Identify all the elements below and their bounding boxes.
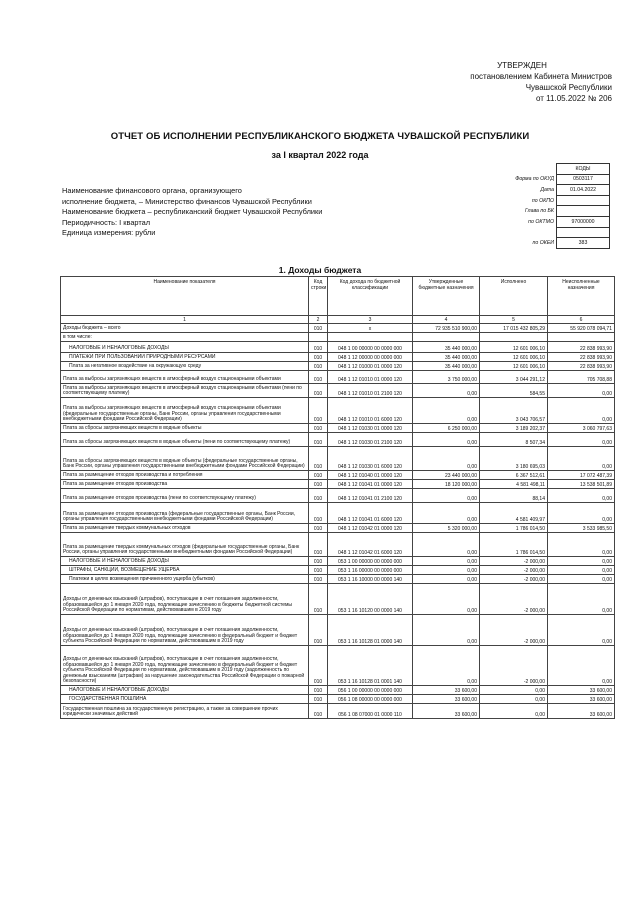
row-executed bbox=[480, 333, 548, 342]
column-number: 5 bbox=[480, 316, 548, 324]
row-name: Плата за выбросы загрязняющих веществ в атмосферный воздух стационарными объектами (пени по соответствующему платежу) bbox=[61, 384, 309, 398]
row-line-code: 010 bbox=[309, 489, 328, 503]
row-approved bbox=[413, 333, 480, 342]
meta-line: Единица измерения: рубли bbox=[62, 228, 156, 238]
column-number: 3 bbox=[328, 316, 413, 324]
row-line-code: 010 bbox=[309, 371, 328, 384]
row-budget-code: 048 1 12 01041 01 2100 120 bbox=[328, 489, 413, 503]
codes-block bbox=[440, 163, 610, 249]
row-budget-code: 056 1 00 00000 00 0000 000 bbox=[328, 686, 413, 695]
row-name: Плата за выбросы загрязняющих веществ в атмосферный воздух стационарными объектами bbox=[61, 371, 309, 384]
table-row bbox=[61, 686, 615, 695]
codes-header-row bbox=[440, 164, 610, 175]
column-number: 6 bbox=[548, 316, 615, 324]
row-unexecuted: 0,00 bbox=[548, 384, 615, 398]
row-executed: 12 601 006,10 bbox=[480, 353, 548, 362]
row-unexecuted: 0,00 bbox=[548, 615, 615, 646]
column-header: Код дохода по бюджетной классификации bbox=[328, 277, 413, 316]
codes-label: по ОКЕИ bbox=[532, 239, 554, 246]
row-budget-code: 048 1 12 01010 01 0000 120 bbox=[328, 371, 413, 384]
row-executed: 3 180 695,03 bbox=[480, 447, 548, 471]
row-approved: 35 440 000,00 bbox=[413, 362, 480, 371]
row-approved: 35 440 000,00 bbox=[413, 353, 480, 362]
row-executed: -2 000,00 bbox=[480, 575, 548, 584]
row-executed: 6 367 512,61 bbox=[480, 471, 548, 480]
row-unexecuted: 0,00 bbox=[548, 433, 615, 447]
row-name: Доходы от денежных взысканий (штрафов), поступающие в счет погашения задолженности, образовавшейся до 1 января 2020 года, подлежащие зачислению в федеральный бюджет и бюджет субъекта Российской Федерации по нормативам, действовавшим в 2019 году bbox=[61, 615, 309, 646]
row-name: Плата за размещение отходов производства (федеральные государственные органы, Банк России, органы управления государственными внебюджетными фондами Российской Федерации) bbox=[61, 503, 309, 524]
row-name: Плата за размещение твердых коммунальных отходов bbox=[61, 524, 309, 533]
row-name: Плата за размещение отходов производства и потребления bbox=[61, 471, 309, 480]
row-line-code: 010 bbox=[309, 447, 328, 471]
table-row bbox=[61, 353, 615, 362]
column-number: 4 bbox=[413, 316, 480, 324]
row-name: Плата за размещение отходов производства (пени по соответствующему платежу) bbox=[61, 489, 309, 503]
column-header: Исполнено bbox=[480, 277, 548, 316]
row-unexecuted: 0,00 bbox=[548, 646, 615, 686]
row-budget-code: 048 1 12 01041 01 0000 120 bbox=[328, 480, 413, 489]
row-line-code: 010 bbox=[309, 384, 328, 398]
row-unexecuted: 17 072 487,39 bbox=[548, 471, 615, 480]
row-unexecuted: 0,00 bbox=[548, 533, 615, 557]
codes-value bbox=[557, 227, 610, 238]
row-line-code: 010 bbox=[309, 342, 328, 353]
row-name: Доходы от денежных взысканий (штрафов), поступающие в счет погашения задолженности, образовавшейся до 1 января 2020 года, подлежащие зачислению в федеральный бюджет и бюджет субъекта Российской Федерации по нормативам, действовавшим в 2019 году (задолженность по денежным взысканиям (штрафам) за нарушение законодательства Российской Федерации о пожарной безопасности) bbox=[61, 646, 309, 686]
row-unexecuted: 0,00 bbox=[548, 503, 615, 524]
row-line-code: 010 bbox=[309, 615, 328, 646]
row-unexecuted: 55 920 078 094,71 bbox=[548, 324, 615, 333]
row-line-code bbox=[309, 333, 328, 342]
row-name: Плата за негативное воздействие на окружающую среду bbox=[61, 362, 309, 371]
row-name: НАЛОГОВЫЕ И НЕНАЛОГОВЫЕ ДОХОДЫ bbox=[61, 686, 309, 695]
row-unexecuted: 33 600,00 bbox=[548, 695, 615, 704]
row-executed: 4 581 409,97 bbox=[480, 503, 548, 524]
row-name: Доходы бюджета – всего bbox=[61, 324, 309, 333]
row-executed: 4 581 498,11 bbox=[480, 480, 548, 489]
row-name: Плата за размещение твердых коммунальных отходов (федеральные государственные органы, Банк России, органы управления государственными внебюджетными фондами Российской Федерации) bbox=[61, 533, 309, 557]
row-budget-code: 053 1 16 10120 00 0000 140 bbox=[328, 584, 413, 615]
row-line-code: 010 bbox=[309, 704, 328, 719]
row-approved: 0,00 bbox=[413, 489, 480, 503]
income-table bbox=[60, 276, 615, 719]
row-unexecuted: 0,00 bbox=[548, 447, 615, 471]
row-approved: 0,00 bbox=[413, 384, 480, 398]
row-name: ГОСУДАРСТВЕННАЯ ПОШЛИНА bbox=[61, 695, 309, 704]
row-line-code: 010 bbox=[309, 480, 328, 489]
table-row bbox=[61, 646, 615, 686]
table-row bbox=[61, 557, 615, 566]
row-executed: 0,00 bbox=[480, 704, 548, 719]
row-budget-code: 048 1 12 01042 01 6000 120 bbox=[328, 533, 413, 557]
table-row bbox=[61, 566, 615, 575]
approval-line-1: постановлением Кабинета Министров bbox=[470, 72, 612, 81]
row-unexecuted: 0,00 bbox=[548, 566, 615, 575]
row-unexecuted: 3 060 797,63 bbox=[548, 424, 615, 433]
row-approved: 0,00 bbox=[413, 615, 480, 646]
table-row bbox=[61, 433, 615, 447]
codes-value bbox=[557, 195, 610, 206]
table-row bbox=[61, 424, 615, 433]
row-budget-code: 056 1 08 07000 01 0000 110 bbox=[328, 704, 413, 719]
row-line-code: 010 bbox=[309, 398, 328, 424]
codes-label: Глава по БК bbox=[525, 208, 554, 215]
report-meta bbox=[62, 186, 322, 239]
row-line-code: 010 bbox=[309, 433, 328, 447]
row-line-code: 010 bbox=[309, 503, 328, 524]
table-row bbox=[61, 480, 615, 489]
row-approved: 0,00 bbox=[413, 575, 480, 584]
codes-label: по ОКПО bbox=[531, 197, 554, 204]
row-unexecuted: 0,00 bbox=[548, 398, 615, 424]
codes-value: 01.04.2022 bbox=[557, 185, 610, 196]
row-line-code: 010 bbox=[309, 695, 328, 704]
row-line-code: 010 bbox=[309, 575, 328, 584]
row-name: Плата за сбросы загрязняющих веществ в водные объекты bbox=[61, 424, 309, 433]
row-unexecuted: 0,00 bbox=[548, 575, 615, 584]
row-line-code: 010 bbox=[309, 566, 328, 575]
row-approved: 0,00 bbox=[413, 503, 480, 524]
table-row bbox=[61, 575, 615, 584]
approval-title: УТВЕРЖДЕН bbox=[497, 61, 547, 70]
row-name: Плата за выбросы загрязняющих веществ в атмосферный воздух стационарными объектами (федеральные государственные органы, Банк России, органы управления государственными внебюджетными фондами Российской Федерации) bbox=[61, 398, 309, 424]
row-approved: 33 600,00 bbox=[413, 704, 480, 719]
report-period: за I квартал 2022 года bbox=[271, 150, 369, 160]
row-approved: 72 935 510 900,00 bbox=[413, 324, 480, 333]
row-approved: 6 250 000,00 bbox=[413, 424, 480, 433]
row-unexecuted: 22 838 993,90 bbox=[548, 353, 615, 362]
row-budget-code: 048 1 12 01030 01 0000 120 bbox=[328, 424, 413, 433]
row-executed: 88,14 bbox=[480, 489, 548, 503]
row-approved: 5 320 000,00 bbox=[413, 524, 480, 533]
row-approved: 0,00 bbox=[413, 398, 480, 424]
row-unexecuted: 22 838 993,90 bbox=[548, 342, 615, 353]
row-name: Плата за сбросы загрязняющих веществ в водные объекты (федеральные государственные органы, Банк России, органы управления государственными внебюджетными фондами Российской Федерации) bbox=[61, 447, 309, 471]
row-line-code: 010 bbox=[309, 557, 328, 566]
row-name: ШТРАФЫ, САНКЦИИ, ВОЗМЕЩЕНИЕ УЩЕРБА bbox=[61, 566, 309, 575]
row-name: Плата за сбросы загрязняющих веществ в водные объекты (пени по соответствующему платежу) bbox=[61, 433, 309, 447]
row-name: в том числе: bbox=[61, 333, 309, 342]
row-executed: 3 189 202,37 bbox=[480, 424, 548, 433]
row-approved: 0,00 bbox=[413, 557, 480, 566]
row-approved: 33 600,00 bbox=[413, 686, 480, 695]
row-budget-code: 048 1 00 00000 00 0000 000 bbox=[328, 342, 413, 353]
table-row bbox=[61, 471, 615, 480]
meta-line: исполнение бюджета, – Министерство финансов Чувашской Республики bbox=[62, 196, 312, 206]
row-unexecuted: 33 600,00 bbox=[548, 686, 615, 695]
row-name: ПЛАТЕЖИ ПРИ ПОЛЬЗОВАНИИ ПРИРОДНЫМИ РЕСУРСАМИ bbox=[61, 353, 309, 362]
row-name: НАЛОГОВЫЕ И НЕНАЛОГОВЫЕ ДОХОДЫ bbox=[61, 557, 309, 566]
row-line-code: 010 bbox=[309, 584, 328, 615]
row-executed: 1 786 014,50 bbox=[480, 524, 548, 533]
row-approved: 0,00 bbox=[413, 433, 480, 447]
column-number-row bbox=[61, 316, 615, 324]
row-budget-code: 053 1 16 10128 01 0001 140 bbox=[328, 646, 413, 686]
row-executed: 584,55 bbox=[480, 384, 548, 398]
row-line-code: 010 bbox=[309, 533, 328, 557]
row-budget-code: 048 1 12 01042 01 0000 120 bbox=[328, 524, 413, 533]
row-budget-code: 048 1 12 01041 01 6000 120 bbox=[328, 503, 413, 524]
table-row bbox=[61, 704, 615, 719]
row-budget-code: 053 1 00 00000 00 0000 000 bbox=[328, 557, 413, 566]
codes-label: Дата bbox=[540, 186, 554, 193]
row-executed: -2 000,00 bbox=[480, 646, 548, 686]
meta-line: Наименование бюджета – республиканский бюджет Чувашской Республики bbox=[62, 207, 323, 217]
row-approved: 0,00 bbox=[413, 566, 480, 575]
table-row bbox=[61, 695, 615, 704]
row-approved: 0,00 bbox=[413, 447, 480, 471]
row-approved: 33 600,00 bbox=[413, 695, 480, 704]
row-approved: 3 750 000,00 bbox=[413, 371, 480, 384]
column-header: Неисполненные назначения bbox=[548, 277, 615, 316]
row-name: Плата за размещение отходов производства bbox=[61, 480, 309, 489]
row-executed: 0,00 bbox=[480, 695, 548, 704]
row-unexecuted: 0,00 bbox=[548, 584, 615, 615]
row-executed: 17 015 432 805,29 bbox=[480, 324, 548, 333]
row-approved: 0,00 bbox=[413, 533, 480, 557]
row-budget-code: 048 1 12 01010 01 2100 120 bbox=[328, 384, 413, 398]
codes-row bbox=[440, 216, 610, 227]
row-unexecuted: 3 533 985,50 bbox=[548, 524, 615, 533]
row-unexecuted: 705 708,88 bbox=[548, 371, 615, 384]
table-row bbox=[61, 324, 615, 333]
meta-line: Наименование финансового органа, организующего bbox=[62, 186, 242, 195]
approval-line-3: от 11.05.2022 № 206 bbox=[536, 94, 612, 103]
table-row bbox=[61, 371, 615, 384]
report-title: ОТЧЕТ ОБ ИСПОЛНЕНИИ РЕСПУБЛИКАНСКОГО БЮДЖЕТА ЧУВАШСКОЙ РЕСПУБЛИКИ bbox=[110, 131, 530, 142]
row-line-code: 010 bbox=[309, 686, 328, 695]
table-header-row bbox=[61, 277, 615, 316]
column-number: 1 bbox=[61, 316, 309, 324]
row-approved: 35 440 000,00 bbox=[413, 342, 480, 353]
row-line-code: 010 bbox=[309, 646, 328, 686]
row-budget-code: 053 1 16 10128 01 0000 140 bbox=[328, 615, 413, 646]
row-executed: -2 000,00 bbox=[480, 584, 548, 615]
row-name: Государственная пошлина за государственную регистрацию, а также за совершение прочих юридически значимых действий bbox=[61, 704, 309, 719]
row-line-code: 010 bbox=[309, 362, 328, 371]
row-executed: 12 601 006,10 bbox=[480, 342, 548, 353]
row-executed: -2 000,00 bbox=[480, 615, 548, 646]
row-budget-code bbox=[328, 333, 413, 342]
codes-value: 0503117 bbox=[557, 174, 610, 185]
table-row bbox=[61, 503, 615, 524]
codes-value: 97000000 bbox=[557, 216, 610, 227]
meta-line: Периодичность: I квартал bbox=[62, 217, 151, 227]
row-executed: 0,00 bbox=[480, 686, 548, 695]
codes-row bbox=[440, 238, 610, 249]
row-approved: 0,00 bbox=[413, 646, 480, 686]
row-budget-code: 048 1 12 00000 00 0000 000 bbox=[328, 353, 413, 362]
codes-row bbox=[440, 174, 610, 185]
row-executed: 1 786 014,50 bbox=[480, 533, 548, 557]
row-budget-code: 056 1 08 00000 00 0000 000 bbox=[328, 695, 413, 704]
codes-label: Форма по ОКУД bbox=[515, 176, 554, 183]
table-row bbox=[61, 342, 615, 353]
row-line-code: 010 bbox=[309, 353, 328, 362]
column-header: Наименование показателя bbox=[61, 277, 309, 316]
table-row bbox=[61, 489, 615, 503]
row-name: Платежи в целях возмещения причиненного ущерба (убытков) bbox=[61, 575, 309, 584]
row-line-code: 010 bbox=[309, 524, 328, 533]
codes-row bbox=[440, 206, 610, 217]
codes-row bbox=[440, 185, 610, 196]
row-line-code: 010 bbox=[309, 424, 328, 433]
codes-header: КОДЫ bbox=[557, 164, 610, 175]
row-executed: 3 044 291,12 bbox=[480, 371, 548, 384]
table-row bbox=[61, 584, 615, 615]
table-row bbox=[61, 615, 615, 646]
codes-label: по ОКТМО bbox=[528, 218, 554, 225]
section-title: 1. Доходы бюджета bbox=[278, 265, 362, 275]
row-approved: 23 440 000,00 bbox=[413, 471, 480, 480]
row-line-code: 010 bbox=[309, 471, 328, 480]
row-unexecuted: 33 600,00 bbox=[548, 704, 615, 719]
table-row bbox=[61, 524, 615, 533]
codes-row bbox=[440, 227, 610, 238]
approval-line-2: Чувашской Республики bbox=[525, 83, 612, 92]
row-name: Доходы от денежных взысканий (штрафов), поступающие в счет погашения задолженности, образовавшейся до 1 января 2020 года, подлежащие зачислению в бюджеты бюджетной системы Российской Федерации по нормативам, действовавшим в 2019 году bbox=[61, 584, 309, 615]
row-executed: -2 000,00 bbox=[480, 566, 548, 575]
row-executed: 3 043 706,57 bbox=[480, 398, 548, 424]
row-executed: 12 601 006,10 bbox=[480, 362, 548, 371]
row-unexecuted: 13 538 501,89 bbox=[548, 480, 615, 489]
table-row bbox=[61, 447, 615, 471]
row-budget-code: 053 1 16 00000 00 0000 000 bbox=[328, 566, 413, 575]
row-name: НАЛОГОВЫЕ И НЕНАЛОГОВЫЕ ДОХОДЫ bbox=[61, 342, 309, 353]
codes-value bbox=[557, 206, 610, 217]
codes-label bbox=[440, 227, 557, 238]
column-header: Код строки bbox=[309, 277, 328, 316]
table-row bbox=[61, 333, 615, 342]
row-unexecuted: 22 838 993,90 bbox=[548, 362, 615, 371]
row-budget-code: 048 1 12 01040 01 0000 120 bbox=[328, 471, 413, 480]
row-budget-code: 048 1 12 01000 01 0000 120 bbox=[328, 362, 413, 371]
row-unexecuted: 0,00 bbox=[548, 557, 615, 566]
row-budget-code: 048 1 12 01010 01 6000 120 bbox=[328, 398, 413, 424]
row-unexecuted: 0,00 bbox=[548, 489, 615, 503]
row-approved: 18 120 000,00 bbox=[413, 480, 480, 489]
approval-stamp bbox=[432, 60, 612, 104]
row-unexecuted bbox=[548, 333, 615, 342]
column-number: 2 bbox=[309, 316, 328, 324]
codes-value: 383 bbox=[557, 238, 610, 249]
row-budget-code: 048 1 12 01030 01 6000 120 bbox=[328, 447, 413, 471]
column-header: Утвержденные бюджетные назначения bbox=[413, 277, 480, 316]
row-budget-code: 053 1 16 10000 00 0000 140 bbox=[328, 575, 413, 584]
codes-row bbox=[440, 195, 610, 206]
table-row bbox=[61, 533, 615, 557]
table-row bbox=[61, 362, 615, 371]
row-executed: 8 507,34 bbox=[480, 433, 548, 447]
row-budget-code: x bbox=[328, 324, 413, 333]
table-row bbox=[61, 384, 615, 398]
row-executed: -2 000,00 bbox=[480, 557, 548, 566]
row-budget-code: 048 1 12 01030 01 2100 120 bbox=[328, 433, 413, 447]
row-approved: 0,00 bbox=[413, 584, 480, 615]
table-row bbox=[61, 398, 615, 424]
row-line-code: 010 bbox=[309, 324, 328, 333]
